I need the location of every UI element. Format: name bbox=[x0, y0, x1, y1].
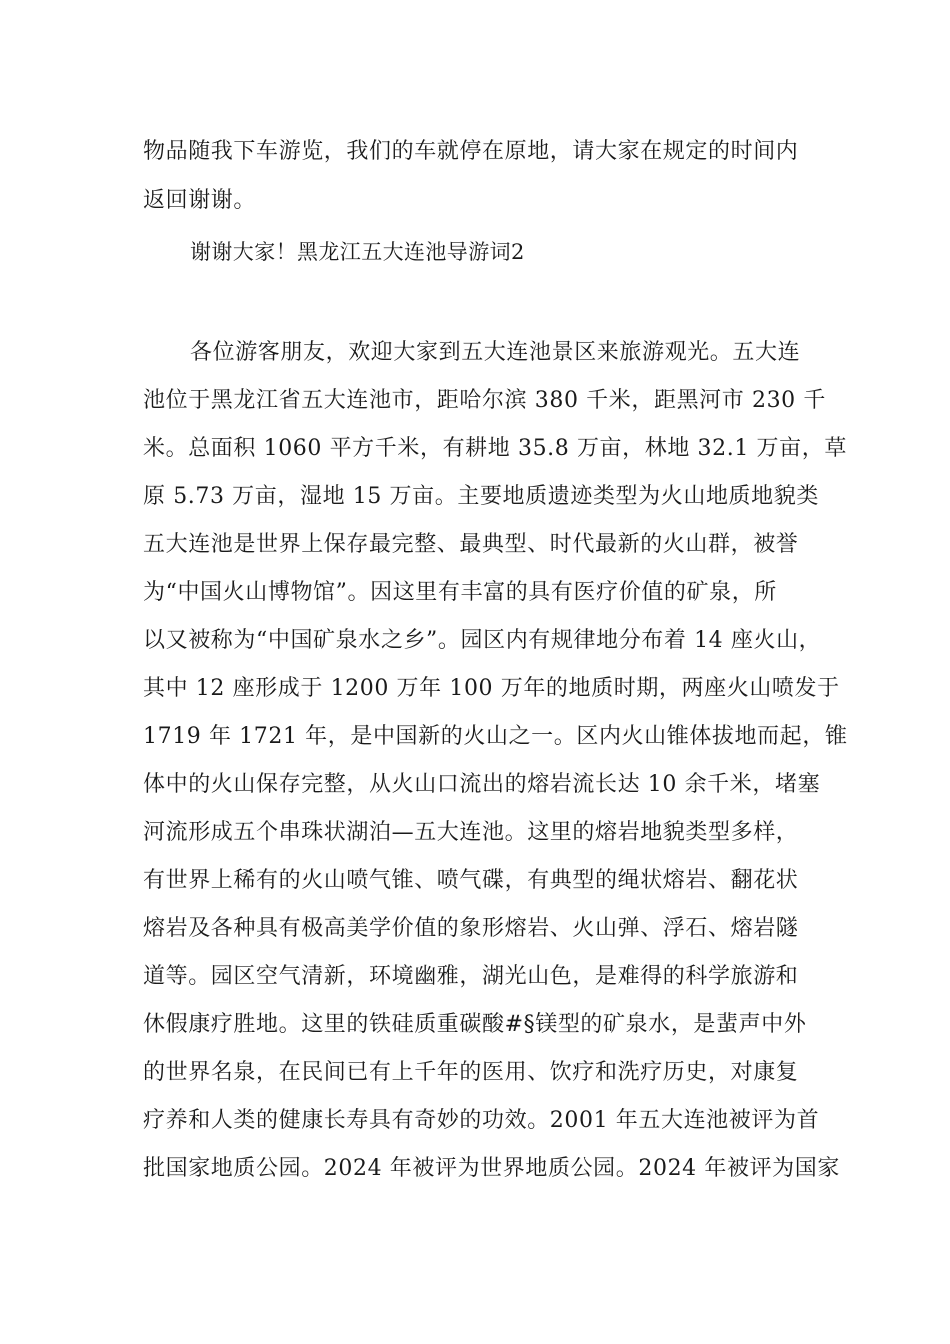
text-line: 返回谢谢。 bbox=[143, 188, 257, 213]
paragraph-line: 五大连池是世界上保存最完整、最典型、时代最新的火山群，被誉 bbox=[143, 532, 799, 557]
paragraph-line: 原 5.73 万亩，湿地 15 万亩。主要地质遗迹类型为火山地质地貌类 bbox=[143, 484, 819, 509]
section-title: 谢谢大家！黑龙江五大连池导游词2 bbox=[190, 240, 525, 264]
paragraph-line: 各位游客朋友，欢迎大家到五大连池景区来旅游观光。五大连 bbox=[190, 340, 801, 365]
paragraph-line: 休假康疗胜地。这里的铁硅质重碳酸#§镁型的矿泉水，是蜚声中外 bbox=[143, 1012, 807, 1037]
paragraph-line: 米。总面积 1060 平方千米，有耕地 35.8 万亩，林地 32.1 万亩，草 bbox=[143, 436, 847, 461]
paragraph-line: 疗养和人类的健康长寿具有奇妙的功效。2001 年五大连池被评为首 bbox=[143, 1108, 820, 1133]
paragraph-line: 的世界名泉，在民间已有上千年的医用、饮疗和洗疗历史，对康复 bbox=[143, 1060, 799, 1085]
paragraph-line: 其中 12 座形成于 1200 万年 100 万年的地质时期，两座火山喷发于 bbox=[143, 676, 840, 701]
paragraph-line: 以又被称为“中国矿泉水之乡”。园区内有规律地分布着 14 座火山， bbox=[143, 628, 822, 653]
paragraph-line: 为“中国火山博物馆”。因这里有丰富的具有医疗价值的矿泉，所 bbox=[143, 580, 777, 605]
paragraph-line: 河流形成五个串珠状湖泊—五大连池。这里的熔岩地貌类型多样， bbox=[143, 820, 799, 845]
paragraph-line: 体中的火山保存完整，从火山口流出的熔岩流长达 10 余千米，堵塞 bbox=[143, 772, 821, 797]
paragraph-line: 批国家地质公园。2024 年被评为世界地质公园。2024 年被评为国家 bbox=[143, 1156, 840, 1181]
text-line: 物品随我下车游览，我们的车就停在原地，请大家在规定的时间内 bbox=[143, 139, 799, 164]
paragraph-line: 道等。园区空气清新，环境幽雅，湖光山色，是难得的科学旅游和 bbox=[143, 964, 799, 989]
paragraph-line: 池位于黑龙江省五大连池市，距哈尔滨 380 千米，距黑河市 230 千 bbox=[143, 388, 826, 413]
paragraph-line: 熔岩及各种具有极高美学价值的象形熔岩、火山弹、浮石、熔岩隧 bbox=[143, 916, 799, 941]
paragraph-line: 有世界上稀有的火山喷气锥、喷气碟，有典型的绳状熔岩、翻花状 bbox=[143, 868, 799, 893]
paragraph-line: 1719 年 1721 年，是中国新的火山之一。区内火山锥体拔地而起，锥 bbox=[143, 724, 848, 749]
